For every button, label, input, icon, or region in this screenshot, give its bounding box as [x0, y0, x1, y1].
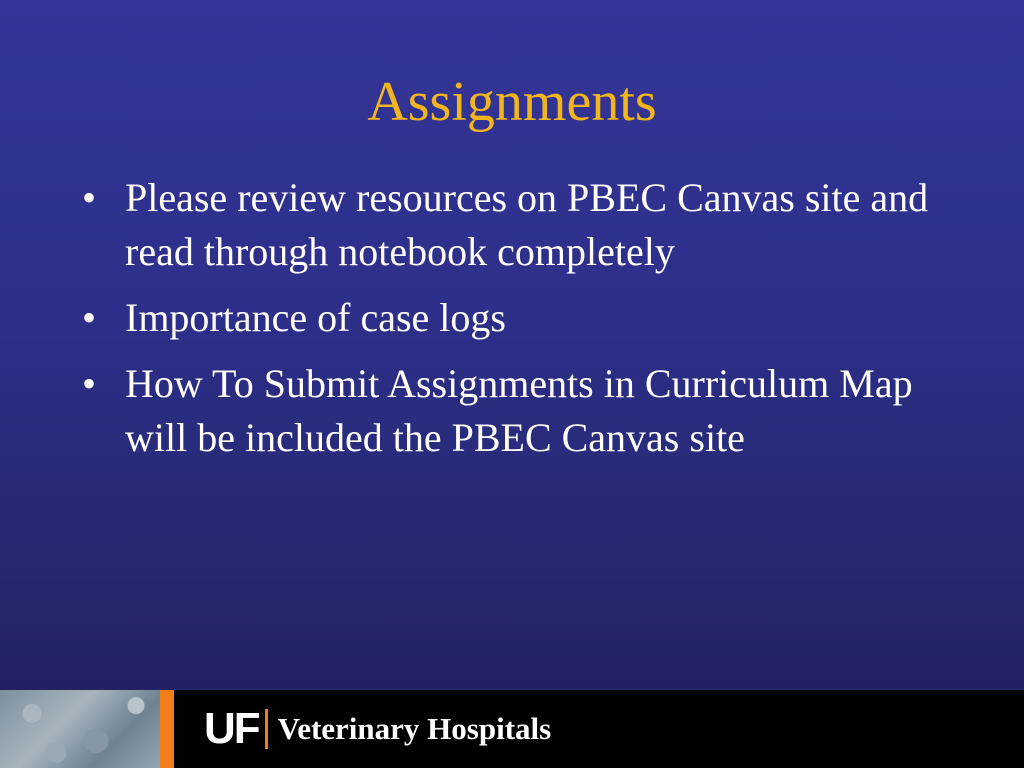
bullet-text: Importance of case logs: [125, 295, 506, 340]
bullet-text: How To Submit Assignments in Curriculum Map will be included the PBEC Canvas site: [125, 361, 913, 460]
bullet-item: [82, 171, 962, 279]
bullet-text: Please review resources on PBEC Canvas site and read through notebook completely: [125, 175, 929, 274]
footer-bar: [0, 690, 1024, 768]
footer-texture-image: [0, 690, 160, 768]
uf-veterinary-hospitals-logo: [204, 704, 551, 754]
slide-title: Assignments: [367, 71, 657, 133]
bullet-item: [82, 357, 962, 465]
footer-accent-stripe: [160, 690, 174, 768]
bullet-icon: •: [82, 175, 97, 220]
bullet-item: [82, 291, 962, 345]
uf-logo-mark: UF: [204, 704, 259, 753]
logo-divider: [265, 709, 268, 749]
bullet-icon: •: [82, 295, 97, 340]
bullet-icon: •: [82, 361, 97, 406]
logo-text: Veterinary Hospitals: [277, 711, 552, 746]
bullet-list: [82, 171, 962, 477]
